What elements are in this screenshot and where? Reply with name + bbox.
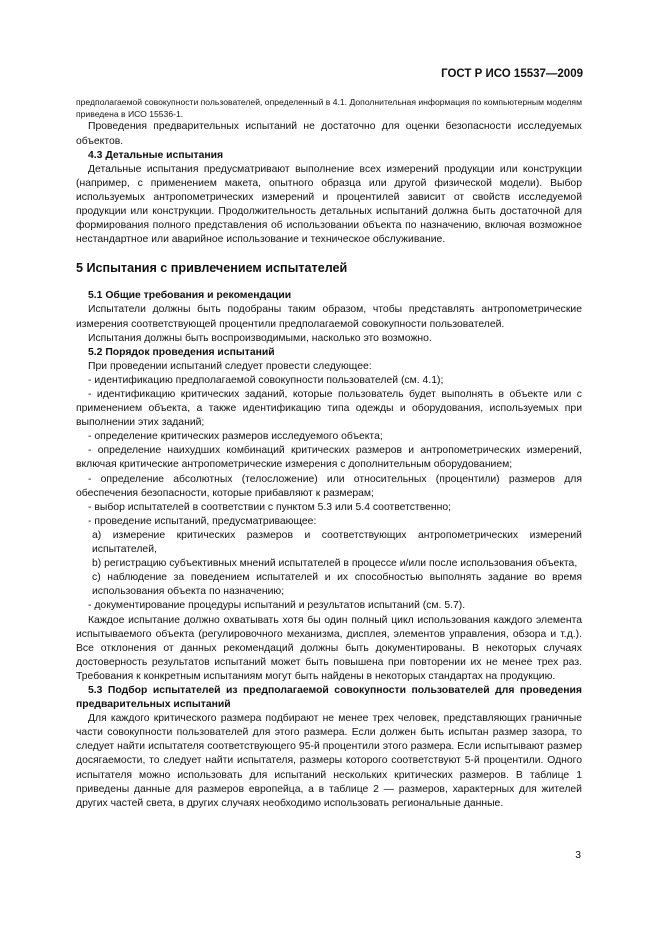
sub-list-item: a) измерение критических размеров и соответствующих антропометрических измерений испытателей, <box>92 529 582 556</box>
paragraph-5-3: Для каждого критического размера подбирают не менее трех человек, представляющих граничные части совокупности пользователей для этого размера. Если должен быть испытан размер зазора, то следует найти испытателя соответствующего 95-й процентили этого размера. Если испытывают размер досягаемости, то следует найти испытателя, размеры которого соответствуют 5-й процентили. Одного испытателя можно использовать для испытаний нескольких критических размеров. В таблице 1 приведены данные для размеров европейца, а в таблице 2 — размеров, характерных для жителей других частей света, в других случаях необходимо использовать региональные данные. <box>76 713 582 809</box>
list-item: - определение наихудших комбинаций критических размеров и антропометрических измерений, включая критические антропометрические измерения с дополнительным оборудованием; <box>76 445 582 471</box>
paragraph-5-2-end: Каждое испытание должно охватывать хотя бы один полный цикл использования каждого элемента испытываемого объекта (регулировочного механизма, дисплея, элементов управления, обзора и т.д.). Все отклонения от данных рекомендаций должны быть документированы. В некоторых случаях достоверность результатов испытаний может быть повышена при повторении их не менее трех раз. Требования к конкретным испытаниям могут быть найдены в некоторых стандартах на продукцию. <box>76 614 582 682</box>
list-item: - документирование процедуры испытаний и результатов испытаний (см. 5.7). <box>88 600 466 612</box>
continued-paragraph: предполагаемой совокупности пользователей, определенный в 4.1. Дополнительная информация по компьютерным моделям приведена в ИСО 15536-1. <box>76 97 582 120</box>
list-item: - проведение испытаний, предусматривающее: <box>88 515 317 527</box>
list-item: - определение абсолютных (телосложение) или относительных (процентили) размеров для обеспечения безопасности, которые прибавляют к размерам; <box>76 473 582 499</box>
heading-section-5: 5 Испытания с привлечением испытателей <box>76 261 348 276</box>
list-item: - идентификацию предполагаемой совокупности пользователей (см. 4.1); <box>88 374 444 386</box>
paragraph-4-3: Детальные испытания предусматривают выполнение всех измерений продукции или конструкции (например, с применением макета, опытного образца или другой физической модели). Выбор используемых антропометрических измерений и процентилей зависит от свойств исследуемой продукции или конструкции. Продолжительность детальных испытаний должна быть достаточной для формирования полного представления об использовании объекта по назначению, включая возможное нестандартное или аварийное использование и техническое обслуживание. <box>76 163 582 246</box>
list-item: - выбор испытателей в соответствии с пунктом 5.3 или 5.4 соответственно; <box>88 501 452 513</box>
paragraph-5-1b: Испытания должны быть воспроизводимыми, насколько это возможно. <box>88 332 432 344</box>
sub-list-item: b) регистрацию субъективных мнений испытателей в процессе и/или после использования объекта, <box>92 558 578 570</box>
paragraph-5-1a: Испытатели должны быть подобраны таким образом, чтобы представлять антропометрические измерения соответствующей процентили предполагаемой совокупности пользователей. <box>76 304 582 330</box>
heading-5-3: 5.3 Подбор испытателей из предполагаемой совокупности пользователей для проведения предварительных испытаний <box>76 684 582 711</box>
page-number: 3 <box>575 850 581 861</box>
paragraph-5-2-intro: При проведении испытаний следует провести следующее: <box>88 360 372 372</box>
paragraph-prelim: Проведения предварительных испытаний не достаточно для оценки безопасности исследуемых объектов. <box>76 121 582 147</box>
sub-list-item: c) наблюдение за поведением испытателей и их способностью выполнять задание во время использования объекта по назначению; <box>92 572 582 598</box>
document-body <box>76 96 582 811</box>
heading-5-2: 5.2 Порядок проведения испытаний <box>88 346 275 358</box>
heading-5-1: 5.1 Общие требования и рекомендации <box>88 290 292 302</box>
list-item: - идентификацию критических заданий, которые пользователь будет выполнять в объекте или с применением объекта, а также идентификацию типа одежды и оборудования, используемых при выполнении этих заданий; <box>76 389 582 429</box>
heading-4-3: 4.3 Детальные испытания <box>88 149 224 161</box>
document-header: ГОСТ Р ИСО 15537—2009 <box>441 68 583 80</box>
list-item: - определение критических размеров исследуемого объекта; <box>88 431 383 443</box>
